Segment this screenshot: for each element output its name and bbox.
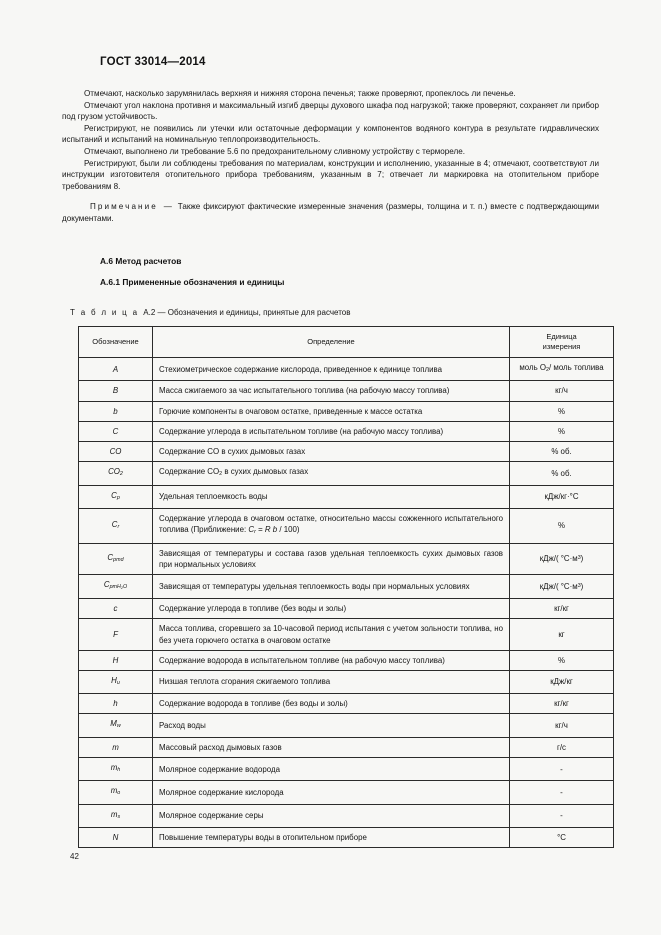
- cell-symbol: CO: [79, 441, 153, 461]
- cell-symbol: $H_и$: [79, 670, 153, 693]
- paragraph: Отмечают угол наклона противня и максимальный изгиб дверцы духового шкафа под нагрузкой; также проверяют, сохраняет ли прибор под грузом устойчивость.: [62, 100, 599, 122]
- cell-unit: кДж/кг: [510, 670, 614, 693]
- paragraph: Регистрируют, не появились ли утечки или остаточные деформации у компонентов водяного контура в результате гидравлических испытаний и испытаний на номинальную теплопроизводительность.: [62, 123, 599, 145]
- heading-a6-1: А.6.1 Примененные обозначения и единицы: [100, 277, 285, 287]
- cell-definition: Масса топлива, сгоревшего за 10-часовой период испытания с учетом зольности топлива, но без учета горючего остатка в очаговом остатке: [153, 619, 510, 650]
- cell-definition: Молярное содержание кислорода: [153, 781, 510, 804]
- cell-symbol: A: [79, 358, 153, 381]
- cell-definition: Молярное содержание водорода: [153, 758, 510, 781]
- cell-symbol: $m_h$: [79, 758, 153, 781]
- table-caption-rest: А.2 — Обозначения и единицы, принятые для расчетов: [143, 308, 351, 317]
- table-row: [79, 421, 614, 441]
- table-row: [79, 485, 614, 508]
- cell-unit: -: [510, 804, 614, 827]
- table-row: [79, 401, 614, 421]
- heading-a6: А.6 Метод расчетов: [100, 256, 182, 266]
- note-text: Также фиксируют фактические измеренные значения (размеры, толщина и т. п.) вместе с подтверждающими документами.: [62, 202, 599, 223]
- cell-symbol: $m_s$: [79, 804, 153, 827]
- cell-unit: кг: [510, 619, 614, 650]
- table-row: [79, 599, 614, 619]
- cell-unit: кДж/( $^\circ С\cdot м^3$): [510, 543, 614, 574]
- standard-header: ГОСТ 33014—2014: [100, 56, 206, 68]
- table-row: [79, 358, 614, 381]
- cell-unit: кг/кг: [510, 599, 614, 619]
- cell-unit: -: [510, 758, 614, 781]
- note-paragraph: [62, 201, 599, 224]
- cell-unit: -: [510, 781, 614, 804]
- cell-definition: Содержание $CO_2$ в сухих дымовых газах: [153, 462, 510, 485]
- cell-unit: % об.: [510, 462, 614, 485]
- cell-symbol: $C_{pmd}$: [79, 543, 153, 574]
- cell-symbol: H: [79, 650, 153, 670]
- cell-definition: Содержание водорода в топливе (без воды и золы): [153, 694, 510, 714]
- cell-symbol: $M_w$: [79, 714, 153, 737]
- paragraph: Регистрируют, были ли соблюдены требования по материалам, конструкции и исполнению, указанные в 4; отмечают, соответствуют ли инструкции изготовителя отопительного прибора требованиям, указанным в 7; отвечает ли маркировка на отопительном приборе требованиям 8.: [62, 158, 599, 191]
- cell-definition: Содержание углерода в топливе (без воды и золы): [153, 599, 510, 619]
- table-row: [79, 828, 614, 848]
- table-body: [79, 358, 614, 848]
- paragraph: Отмечают, насколько зарумянилась верхняя и нижняя сторона печенья; также проверяют, пропеклось ли печенье.: [84, 89, 516, 98]
- table-row: [79, 737, 614, 757]
- cell-definition: Расход воды: [153, 714, 510, 737]
- cell-symbol: $C_r$: [79, 508, 153, 543]
- cell-symbol: $CO_2$: [79, 462, 153, 485]
- column-header-unit-line2: измерения: [542, 342, 581, 351]
- table-header-row: [79, 327, 614, 358]
- cell-definition: Содержание водорода в испытательном топливе (на рабочую массу топлива): [153, 650, 510, 670]
- cell-symbol: B: [79, 381, 153, 401]
- table-row: [79, 781, 614, 804]
- column-header-unit-line1: Единица: [546, 332, 577, 341]
- cell-definition: Зависящая от температуры и состава газов удельная теплоемкость сухих дымовых газов при нормальных условиях: [153, 543, 510, 574]
- table-row: [79, 381, 614, 401]
- cell-definition: Горючие компоненты в очаговом остатке, приведенные к массе остатка: [153, 401, 510, 421]
- cell-unit: кг/ч: [510, 714, 614, 737]
- cell-definition: Удельная теплоемкость воды: [153, 485, 510, 508]
- column-header-definition: Определение: [153, 327, 510, 358]
- table-row: [79, 508, 614, 543]
- table-row: [79, 462, 614, 485]
- table-row: [79, 543, 614, 574]
- cell-unit: °С: [510, 828, 614, 848]
- cell-definition: Повышение температуры воды в отопительном приборе: [153, 828, 510, 848]
- cell-definition: Содержание CO в сухих дымовых газах: [153, 441, 510, 461]
- cell-symbol: C: [79, 421, 153, 441]
- cell-definition: Стехиометрическое содержание кислорода, приведенное к единице топлива: [153, 358, 510, 381]
- cell-definition: Зависящая от температуры удельная теплоемкость воды при нормальных условиях: [153, 574, 510, 598]
- cell-definition: Содержание углерода в очаговом остатке, относительно массы сожженного испытательного топлива (Приближение: $C_r = R$ b / 100): [153, 508, 510, 543]
- table-row: [79, 441, 614, 461]
- cell-symbol: b: [79, 401, 153, 421]
- table-row: [79, 714, 614, 737]
- cell-unit: кг/ч: [510, 381, 614, 401]
- page-number: 42: [70, 852, 79, 861]
- cell-definition: Молярное содержание серы: [153, 804, 510, 827]
- cell-symbol: $C_{pmH_2O}$: [79, 574, 153, 598]
- column-header-symbol: Обозначение: [79, 327, 153, 358]
- cell-unit: кДж/кг·°С: [510, 485, 614, 508]
- table-row: [79, 694, 614, 714]
- cell-unit: %: [510, 421, 614, 441]
- paragraph: Отмечают, выполнено ли требование 5.6 по предохранительному сливному устройству с термореле.: [84, 146, 465, 156]
- table-caption-lead: Т а б л и ц а: [70, 308, 139, 317]
- table-row: [79, 650, 614, 670]
- note-dash: —: [163, 202, 172, 212]
- cell-symbol: N: [79, 828, 153, 848]
- cell-definition: Низшая теплота сгорания сжигаемого топлива: [153, 670, 510, 693]
- table-head: [79, 327, 614, 358]
- cell-unit: %: [510, 508, 614, 543]
- cell-definition: Массовый расход дымовых газов: [153, 737, 510, 757]
- cell-symbol: $m_o$: [79, 781, 153, 804]
- cell-unit: %: [510, 650, 614, 670]
- table-caption: [70, 308, 351, 317]
- body-text-block: [62, 88, 599, 225]
- cell-unit: кДж/( $^\circ С\cdot м^3$): [510, 574, 614, 598]
- cell-unit: г/с: [510, 737, 614, 757]
- cell-unit: кг/кг: [510, 694, 614, 714]
- cell-unit: %: [510, 401, 614, 421]
- table-row: [79, 804, 614, 827]
- cell-symbol: h: [79, 694, 153, 714]
- table-row: [79, 574, 614, 598]
- column-header-unit: [510, 327, 614, 358]
- cell-symbol: m: [79, 737, 153, 757]
- cell-symbol: F: [79, 619, 153, 650]
- cell-symbol: $C_p$: [79, 485, 153, 508]
- cell-definition: Содержание углерода в испытательном топливе (на рабочую массу топлива): [153, 421, 510, 441]
- table-row: [79, 758, 614, 781]
- cell-unit: % об.: [510, 441, 614, 461]
- note-label: Примечание: [90, 202, 158, 212]
- table-row: [79, 670, 614, 693]
- table-row: [79, 619, 614, 650]
- cell-unit: моль $O_2/$ моль топлива: [510, 358, 614, 381]
- cell-symbol: c: [79, 599, 153, 619]
- designations-units-table: [78, 326, 614, 848]
- cell-definition: Масса сжигаемого за час испытательного топлива (на рабочую массу топлива): [153, 381, 510, 401]
